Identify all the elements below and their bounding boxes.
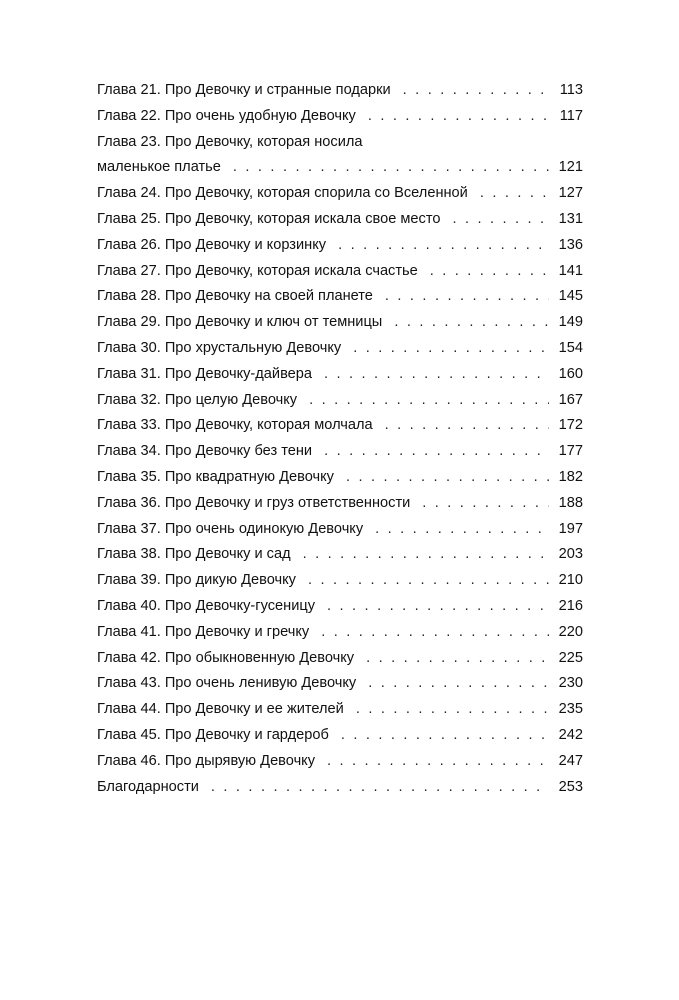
toc-entry-title: Глава 42. Про обыкновенную Девочку bbox=[97, 649, 355, 666]
toc-entry bbox=[97, 78, 583, 104]
toc-entry-title: Глава 43. Про очень ленивую Девочку bbox=[97, 675, 357, 692]
toc-entry-page: 220 bbox=[558, 623, 583, 640]
toc-entry-title: Глава 36. Про Девочку и груз ответственности bbox=[97, 494, 411, 511]
toc-entry-page: 127 bbox=[558, 185, 583, 202]
toc-entry-title: Глава 22. Про очень удобную Девочку bbox=[97, 107, 356, 124]
dot-leader bbox=[324, 439, 549, 465]
dot-leader bbox=[356, 697, 549, 723]
dot-leader bbox=[211, 775, 549, 801]
toc-entry bbox=[97, 542, 583, 568]
dot-leader bbox=[480, 181, 549, 207]
toc-entry-page: 188 bbox=[558, 494, 583, 511]
dot-leader bbox=[422, 491, 548, 517]
dot-leader bbox=[353, 336, 548, 362]
toc-entry-page: 247 bbox=[558, 752, 583, 769]
toc-entry-title: Глава 29. Про Девочку и ключ от темницы bbox=[97, 314, 383, 331]
toc-entry bbox=[97, 671, 583, 697]
toc-entry bbox=[97, 646, 583, 672]
toc-entry-page: 160 bbox=[558, 365, 583, 382]
toc-entry bbox=[97, 749, 583, 775]
dot-leader bbox=[341, 723, 549, 749]
toc-entry-title: Глава 45. Про Девочку и гардероб bbox=[97, 726, 329, 743]
toc-entry bbox=[97, 284, 583, 310]
dot-leader bbox=[324, 362, 549, 388]
dot-leader bbox=[452, 207, 548, 233]
dot-leader bbox=[327, 594, 549, 620]
toc-entry bbox=[97, 594, 583, 620]
dot-leader bbox=[403, 78, 550, 104]
toc-entry-title: Глава 31. Про Девочку-дайвера bbox=[97, 365, 313, 382]
toc-entry bbox=[97, 568, 583, 594]
dot-leader bbox=[385, 413, 549, 439]
toc-entry-title: Глава 37. Про очень одинокую Девочку bbox=[97, 520, 364, 537]
toc-entry-title: Глава 23. Про Девочку, которая носила bbox=[97, 133, 363, 150]
toc-entry bbox=[97, 130, 583, 182]
toc-entry bbox=[97, 465, 583, 491]
dot-leader bbox=[233, 155, 549, 181]
toc-entry-title: Глава 25. Про Девочку, которая искала свое место bbox=[97, 210, 441, 227]
toc-entry bbox=[97, 723, 583, 749]
toc-entry-page: 113 bbox=[559, 82, 583, 98]
toc-entry-title: Глава 32. Про целую Девочку bbox=[97, 391, 298, 408]
dot-leader bbox=[368, 671, 548, 697]
toc-entry-title: Благодарности bbox=[97, 778, 199, 795]
dot-leader bbox=[338, 233, 549, 259]
toc-entry-page: 210 bbox=[558, 572, 583, 589]
toc-entry bbox=[97, 413, 583, 439]
toc-entry bbox=[97, 259, 583, 285]
toc-entry bbox=[97, 620, 583, 646]
toc-entry-page: 141 bbox=[558, 262, 583, 279]
toc-entry-title: Глава 34. Про Девочку без тени bbox=[97, 443, 313, 460]
toc-entry-page: 230 bbox=[558, 675, 583, 692]
toc-entry-title: Глава 39. Про дикую Девочку bbox=[97, 572, 296, 589]
toc-entry-page: 136 bbox=[558, 236, 583, 253]
dot-leader bbox=[308, 568, 549, 594]
toc-entry-title: Глава 46. Про дырявую Девочку bbox=[97, 752, 316, 769]
toc-entry-page: 203 bbox=[558, 546, 583, 563]
toc-entry-page: 242 bbox=[558, 726, 583, 743]
toc-entry-title: Глава 21. Про Девочку и странные подарки bbox=[97, 82, 391, 98]
dot-leader bbox=[309, 388, 549, 414]
toc-entry-page: 117 bbox=[559, 107, 583, 124]
dot-leader bbox=[346, 465, 549, 491]
toc-entry bbox=[97, 104, 583, 130]
toc-entry bbox=[97, 362, 583, 388]
toc-entry bbox=[97, 775, 583, 801]
toc-entry-page: 131 bbox=[558, 210, 583, 227]
toc-entry-page: 216 bbox=[558, 597, 583, 614]
toc-entry-title: Глава 33. Про Девочку, которая молчала bbox=[97, 417, 373, 434]
toc-entry-page: 197 bbox=[558, 520, 583, 537]
toc-entry-page: 225 bbox=[558, 649, 583, 666]
dot-leader bbox=[394, 310, 548, 336]
dot-leader bbox=[375, 517, 548, 543]
toc-entry-title: Глава 38. Про Девочку и сад bbox=[97, 546, 291, 563]
toc-entry bbox=[97, 310, 583, 336]
dot-leader bbox=[366, 646, 549, 672]
toc-entry bbox=[97, 491, 583, 517]
toc-entry bbox=[97, 181, 583, 207]
toc-entry-page: 235 bbox=[558, 701, 583, 718]
dot-leader bbox=[327, 749, 549, 775]
toc-entry-title: Глава 27. Про Девочку, которая искала счастье bbox=[97, 262, 418, 279]
toc-entry-title: Глава 24. Про Девочку, которая спорила со Вселенной bbox=[97, 185, 468, 202]
dot-leader bbox=[385, 284, 549, 310]
toc-entry-page: 182 bbox=[558, 468, 583, 485]
toc-entry-page: 167 bbox=[558, 391, 583, 408]
toc-entry-page: 172 bbox=[558, 417, 583, 434]
table-of-contents bbox=[97, 78, 583, 800]
toc-entry-page: 121 bbox=[558, 159, 583, 176]
toc-entry-title: Глава 26. Про Девочку и корзинку bbox=[97, 236, 327, 253]
toc-entry bbox=[97, 233, 583, 259]
toc-entry-title: Глава 41. Про Девочку и гречку bbox=[97, 623, 310, 640]
dot-leader bbox=[430, 259, 549, 285]
toc-entry bbox=[97, 439, 583, 465]
dot-leader bbox=[368, 104, 550, 130]
toc-entry-page: 154 bbox=[558, 339, 583, 356]
toc-entry-title: Глава 30. Про хрустальную Девочку bbox=[97, 339, 342, 356]
toc-entry bbox=[97, 697, 583, 723]
dot-leader bbox=[321, 620, 548, 646]
toc-entry-page: 145 bbox=[558, 288, 583, 305]
toc-entry-title: Глава 40. Про Девочку-гусеницу bbox=[97, 597, 316, 614]
toc-entry bbox=[97, 336, 583, 362]
toc-entry-title: Глава 35. Про квадратную Девочку bbox=[97, 468, 334, 485]
toc-entry-page: 253 bbox=[558, 778, 583, 795]
toc-entry-title: Глава 44. Про Девочку и ее жителей bbox=[97, 701, 344, 718]
toc-entry-title: Глава 28. Про Девочку на своей планете bbox=[97, 288, 373, 305]
toc-entry bbox=[97, 388, 583, 414]
toc-entry-page: 177 bbox=[558, 443, 583, 460]
dot-leader bbox=[303, 542, 549, 568]
toc-entry-page: 149 bbox=[558, 314, 583, 331]
toc-entry bbox=[97, 517, 583, 543]
toc-entry-title-continued: маленькое платье bbox=[97, 159, 221, 176]
toc-entry bbox=[97, 207, 583, 233]
